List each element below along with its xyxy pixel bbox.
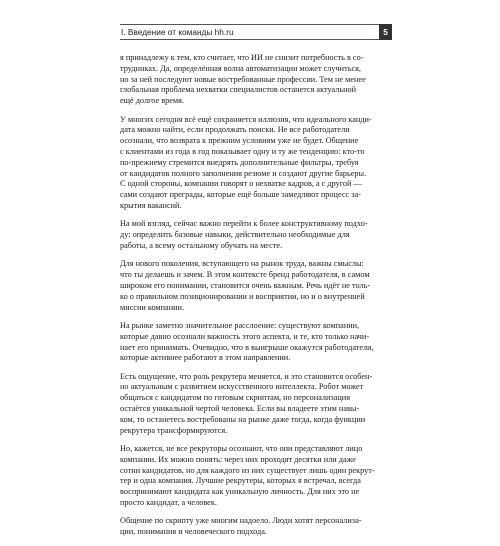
paragraph	[120, 259, 392, 313]
text-line: ко о правильном позиционировании и восприятии, но и о внутренней	[120, 291, 365, 301]
text-line: но актуальным с развитием искусственного интеллекта. Робот может	[120, 382, 364, 392]
paragraph	[120, 516, 392, 538]
text-line: С одной стороны, компании говорят о нехватке кадров, а с другой —	[120, 179, 362, 189]
text-line: нает его принимать. Очевидно, что в выигрыше окажутся работодатели,	[120, 342, 374, 352]
text-line: я принадлежу к тем, кто считает, что ИИ не снизит потребность в со-	[120, 53, 364, 62]
text-line: которые давно осознали важность этого аспекта, и те, кто только начи-	[120, 331, 370, 341]
text-line: которые активнее работают в этом направлении.	[120, 353, 291, 363]
text-line: трудниках. Да, определённая волна автоматизации может случиться,	[120, 63, 361, 73]
body-text	[120, 53, 392, 546]
text-line: осознали, что возврата к прежним условиям уже не будет. Общение	[120, 136, 359, 146]
text-line: ещё долгое время.	[120, 96, 184, 106]
paragraph	[120, 372, 392, 437]
text-line: компании. Их можно понять: через них проходят десятки или даже	[120, 454, 356, 464]
text-line: глобальная проблема нехватки специалистов останется актуальной	[120, 85, 357, 95]
text-line: У многих сегодня всё ещё сохраняется иллюзия, что идеального канди-	[120, 114, 372, 124]
text-line: что ты делаешь и зачем. В этом контексте бренд работодателя, в самом	[120, 270, 370, 280]
text-line: сотни кандидатов, но для каждого из них существует лишь один рекрут-	[120, 465, 375, 475]
text-line: воспринимают кандидата как уникальную личность. Для них это не	[120, 487, 360, 497]
text-line: Но, кажется, не все рекруторы осознают, что они представляют лицо	[120, 444, 363, 454]
text-line: общаться с кандидатом по готовым скриптам, но персонализация	[120, 393, 350, 403]
running-header	[120, 24, 379, 40]
text-line: ции, понимания и человеческого подхода.	[120, 527, 267, 537]
text-line: ду: определить базовые навыки, действительно необходимые для	[120, 230, 350, 240]
paragraph	[120, 219, 392, 251]
text-line: сами создают преграды, которые ещё больше замедляют процесс за-	[120, 190, 361, 200]
text-line: работы, а всему остальному обучать на месте.	[120, 240, 283, 250]
text-line: На рынке заметно значительное расслоение: существуют компании,	[120, 320, 360, 330]
paragraph	[120, 444, 392, 509]
text-line: миссии компании.	[120, 302, 185, 312]
text-line: тер и одна компания. Лучшие рекрутеры, которых я встречал, всегда	[120, 476, 361, 486]
section-title: I. Введение от команды hh.ru	[121, 27, 234, 37]
text-line: Для нового поколения, вступающего на рынок труда, важны смыслы:	[120, 259, 364, 269]
page-number-badge: 5	[379, 24, 392, 40]
paragraph	[120, 53, 392, 107]
text-line: остаётся уникальной чертой человека. Если вы владеете этим навы-	[120, 404, 360, 414]
text-line: от кандидатов полного заполнения резюме и создают другие барьеры.	[120, 168, 367, 178]
text-line: но за ней последуют новые востребованные профессии. Тем не менее	[120, 74, 366, 84]
text-line: Есть ощущение, что роль рекрутера меняется, и это становится особен-	[120, 371, 373, 381]
text-line: На мой взгляд, сейчас важно перейти к более конструктивному подхо-	[120, 219, 368, 229]
text-line: по-прежнему стремится внедрять дополнительные фильтры, требуя	[120, 157, 359, 167]
text-line: Общение по скрипту уже многим надоело. Люди хотят персонализа-	[120, 516, 362, 526]
text-line: широком его понимании, становится очень важным. Речь идёт не толь-	[120, 280, 371, 290]
text-line: крытия вакансий.	[120, 200, 182, 210]
text-line: дата можно найти, если продолжать поиски. Не все работодатели	[120, 125, 350, 135]
text-line: с клиентами из года в год показывает одну и ту же тенденцию: кто-то	[120, 146, 365, 156]
text-line: просто кандидат, а человек.	[120, 498, 217, 508]
paragraph	[120, 321, 392, 364]
text-line: ком, то останетесь востребованы на рынке даже тогда, когда функции	[120, 414, 366, 424]
paragraph	[120, 115, 392, 212]
text-line: рекрутера трансформируются.	[120, 425, 228, 435]
